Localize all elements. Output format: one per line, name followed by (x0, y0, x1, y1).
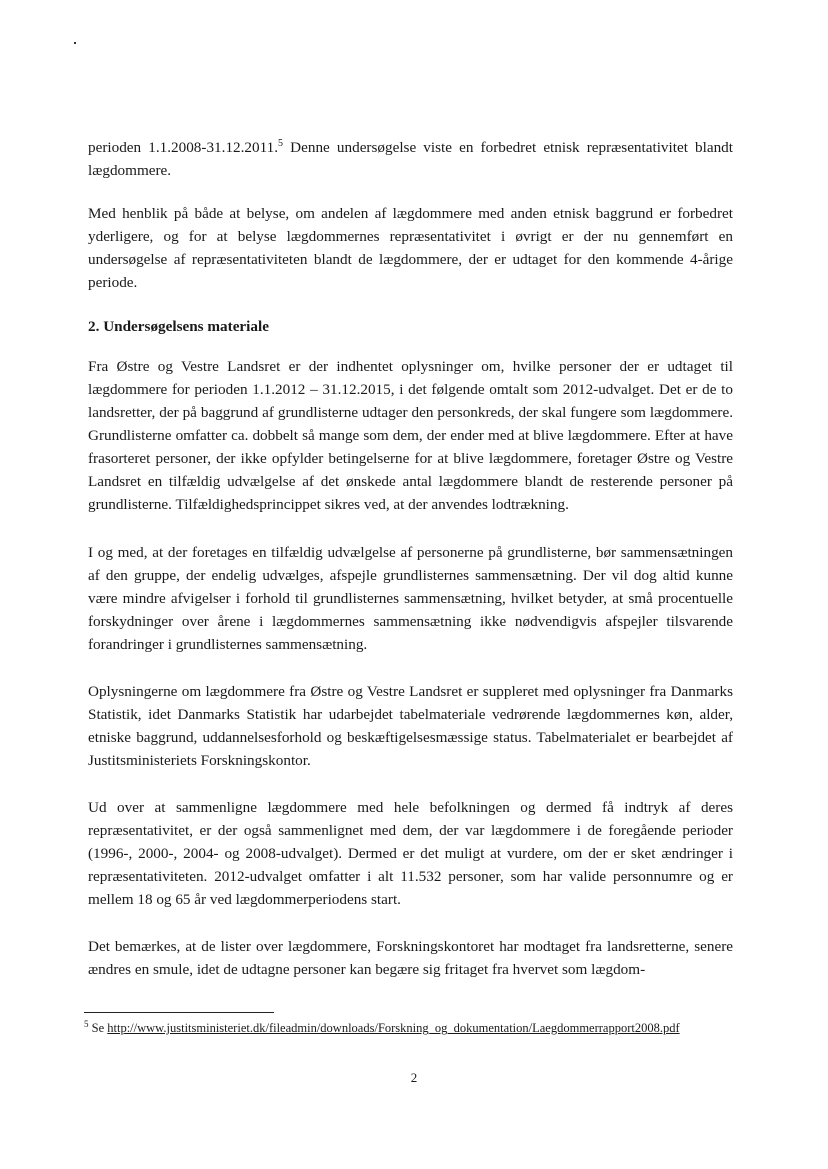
footnote-link[interactable]: http://www.justitsministeriet.dk/fileadmin/downloads/Forskning_og_dokumentation/Laegdommerrapport2008.pdf (107, 1021, 680, 1035)
paragraph-7: Det bemærkes, at de lister over lægdommere, Forskningskontoret har modtaget fra landsretterne, senere ændres en smule, idet de udtagne personer kan begære sig fritaget fra hvervet som lægdom- (88, 938, 733, 978)
footnote-divider (84, 1012, 274, 1013)
paragraph-1 (88, 136, 733, 182)
footnote-number: 5 (84, 1018, 89, 1029)
footnote-prefix: Se (91, 1021, 105, 1035)
page-number: 2 (410, 1070, 418, 1085)
body-text (88, 136, 733, 981)
paragraph-5: Oplysningerne om lægdommere fra Østre og Vestre Landsret er suppleret med oplysninger fra Danmarks Statistik, idet Danmarks Statistik har udarbejdet tabelmateriale vedrørende lægdommernes køn, alder, etniske baggrund, uddannelsesforhold og beskæftigelsesmæssige status. Tabelmaterialet er bearbejdet af Justitsministeriets Forskningskontor. (88, 683, 733, 769)
paragraph-1-start: perioden 1.1.2008-31.12.2011. (88, 139, 279, 156)
paragraph-2: Med henblik på både at belyse, om andelen af lægdommere med anden etnisk baggrund er forbedret yderligere, og for at belyse lægdommernes repræsentativitet i øvrigt er der nu gennemført en undersøgelse af repræsentativiteten blandt de lægdommere, der er udtaget for den kommende 4-årige periode. (88, 205, 733, 291)
scan-speck (74, 42, 76, 44)
section-heading: 2. Undersøgelsens materiale (88, 318, 269, 335)
paragraph-3: Fra Østre og Vestre Landsret er der indhentet oplysninger om, hvilke personer der er udtaget til lægdommere for perioden 1.1.2012 – 31.12.2015, i det følgende omtalt som 2012-udvalget. Det er de to landsretter, der på baggrund af grundlisterne udtager den personkreds, der skal fungere som lægdommere. Grundlisterne omfatter ca. dobbelt så mange som dem, der ender med at blive lægdommere. Efter at have frasorteret personer, der ikke opfylder betingelserne for at blive lægdommere, foretager Østre og Vestre Landsret en tilfældig udvælgelse af det ønskede antal lægdommere blandt de resterende personer på grundlisterne. Tilfældighedsprincippet sikres ved, at der anvendes lodtrækning. (88, 358, 733, 513)
footnote-reference[interactable]: 5 (278, 137, 284, 149)
paragraph-4: I og med, at der foretages en tilfældig udvælgelse af personerne på grundlisterne, bør sammensætningen af den gruppe, der endelig udvælges, afspejle grundlisternes sammensætning. Der vil dog altid kunne være mindre afvigelser i forhold til grundlisternes sammensætning, hvilket betyder, at små procentuelle forskydninger over årene i lægdommernes sammensætning ikke nødvendigvis afspejler tilsvarende forandringer i grundlisternes sammensætning. (88, 544, 733, 653)
footnote (84, 1019, 744, 1037)
paragraph-1-end: Denne undersøgelse viste en forbedret etnisk repræsentativitet blandt lægdommere. (88, 139, 733, 179)
paragraph-6: Ud over at sammenligne lægdommere med hele befolkningen og dermed få indtryk af deres repræsentativitet, er der også sammenlignet med dem, der var lægdommere i de foregående perioder (1996-, 2000-, 2004- og 2008-udvalget). Dermed er det muligt at vurdere, om der er sket ændringer i repræsentativiteten. 2012-udvalget omfatter i alt 11.532 personer, som har valide personnumre og er mellem 18 og 65 år ved lægdommerperiodens start. (88, 799, 733, 908)
